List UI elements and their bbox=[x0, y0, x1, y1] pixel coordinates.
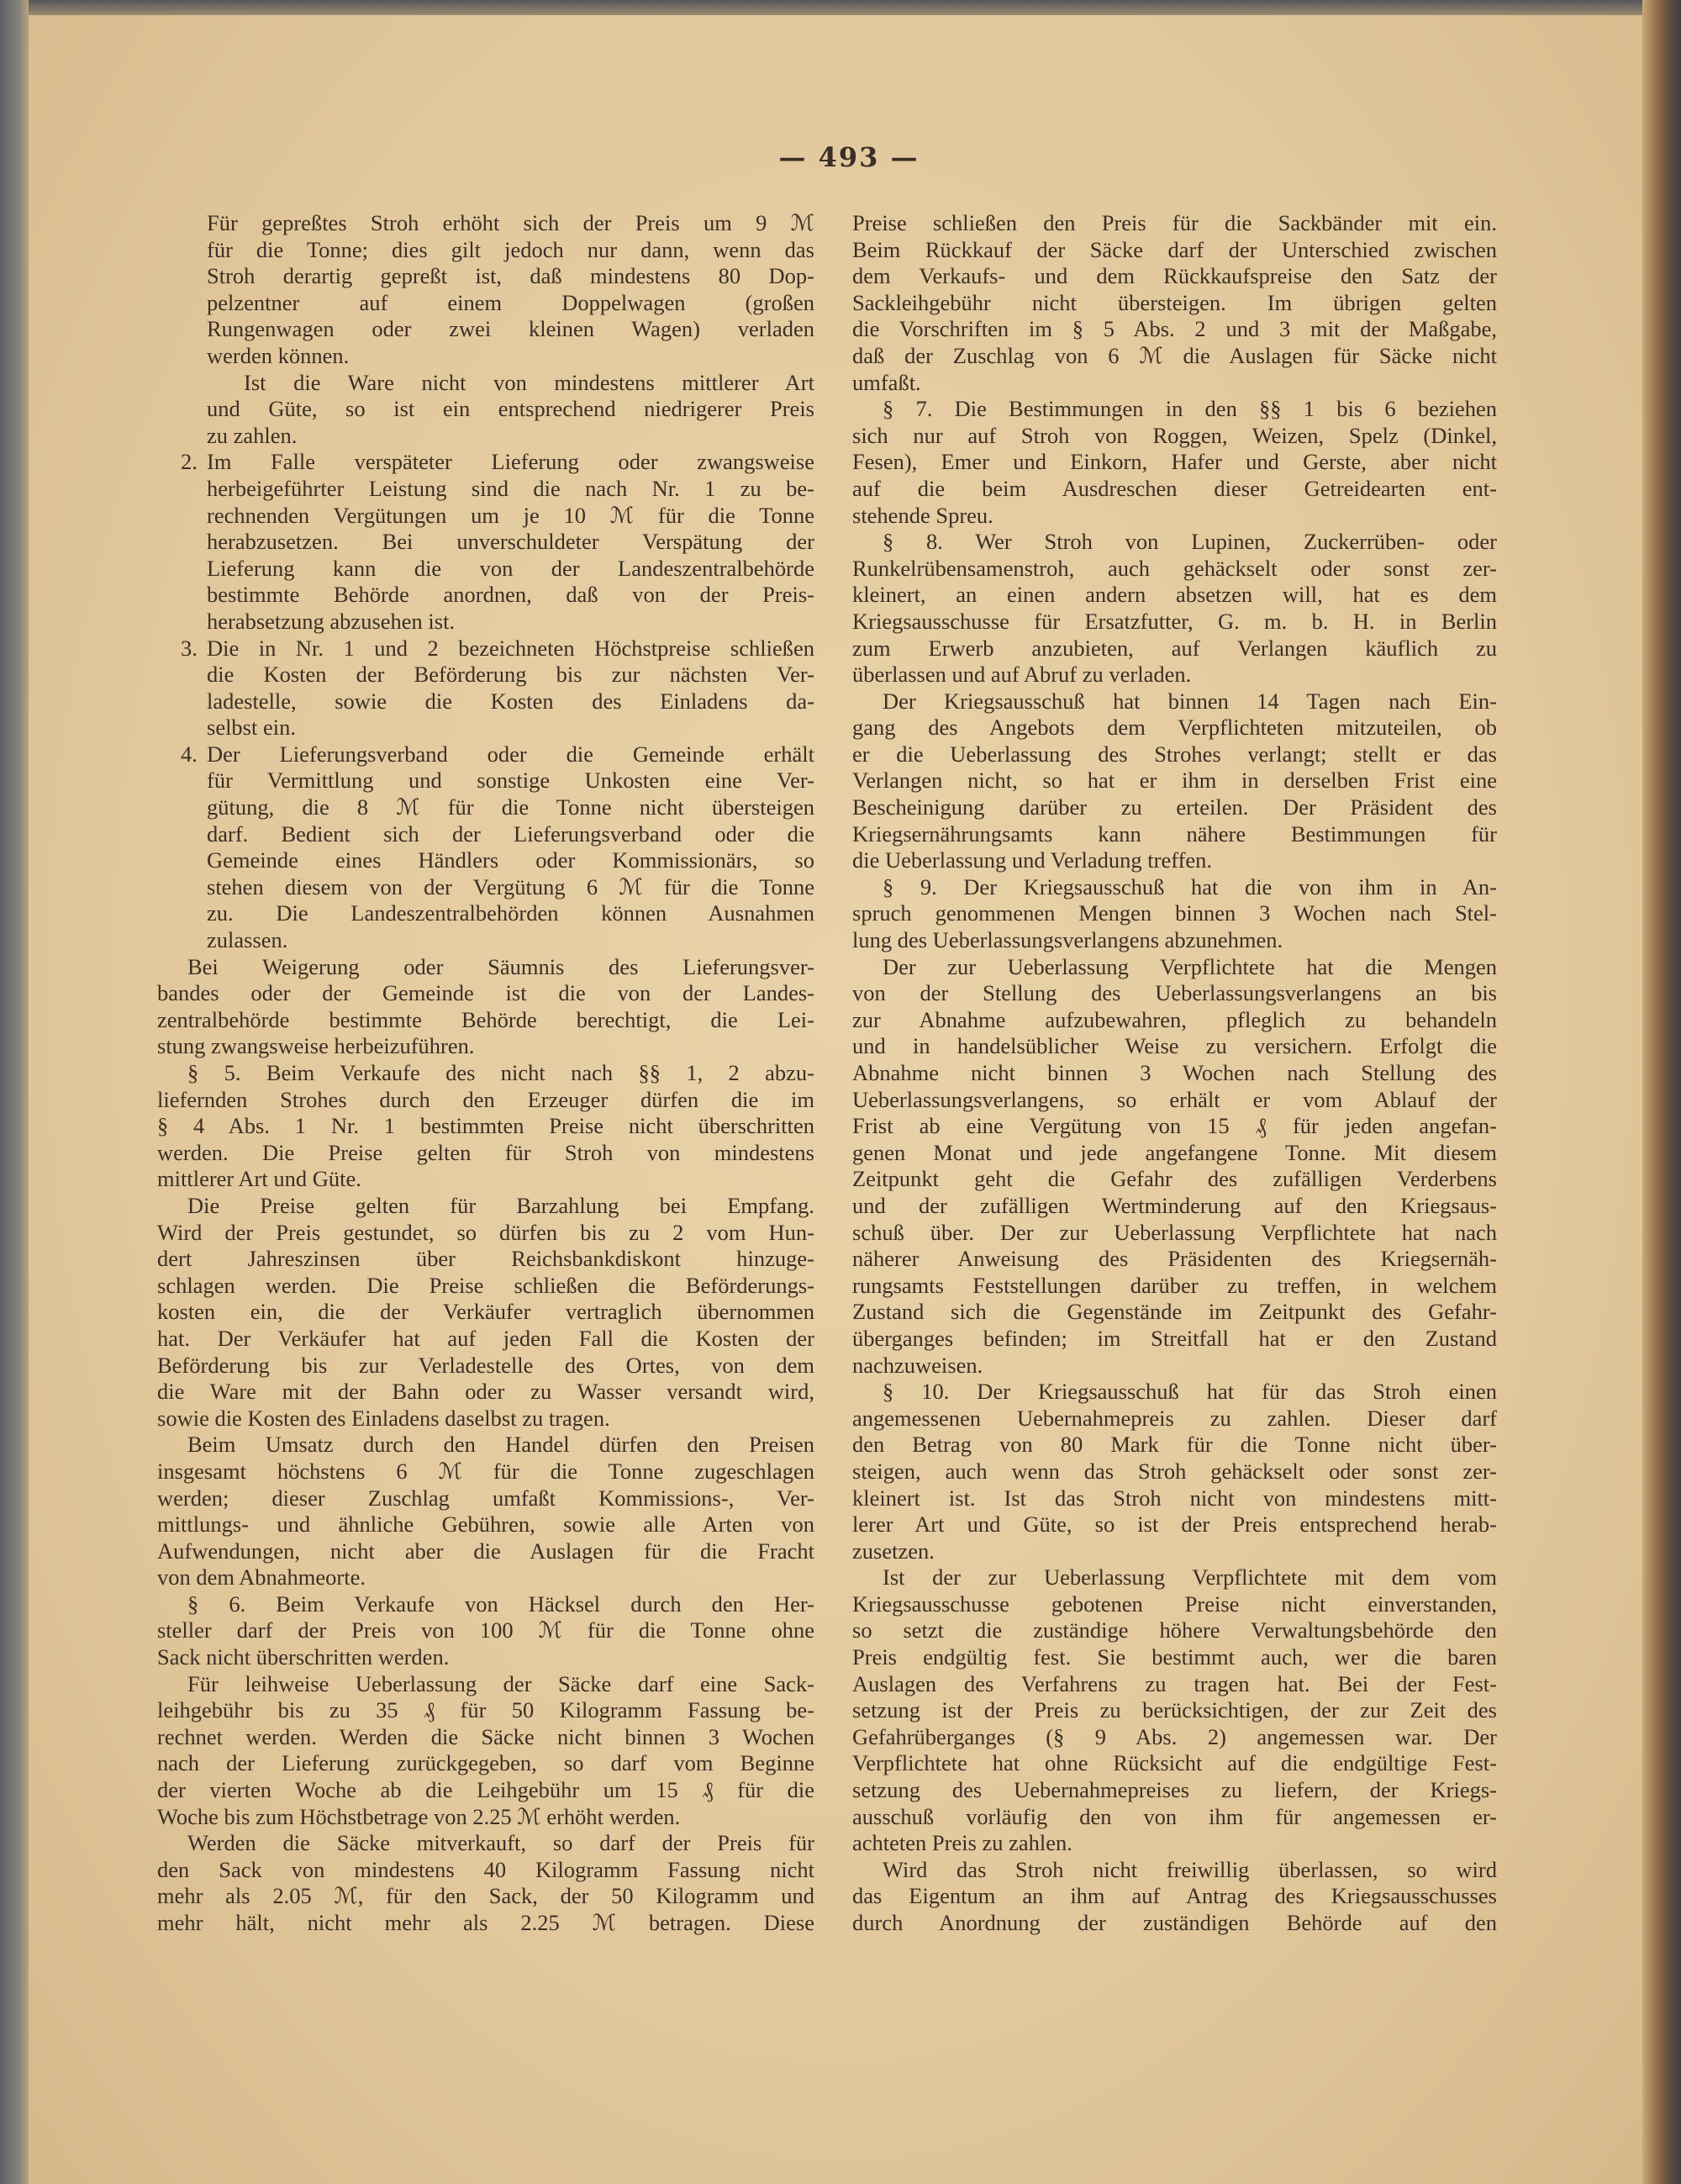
text-line: mittlerer Art und Güte. bbox=[157, 1166, 361, 1192]
text-line: genen Monat und jede angefangene Tonne. Mit diesem bbox=[852, 1139, 1497, 1165]
text-line: Woche bis zum Höchstbetrage von 2.25 ℳ erhöht werden. bbox=[157, 1803, 681, 1829]
item-number: 4. bbox=[181, 741, 198, 767]
text-line: steller darf der Preis von 100 ℳ für die Tonne ohne bbox=[157, 1617, 814, 1643]
text-line: so setzt die zuständige höhere Verwaltungsbehörde den bbox=[852, 1617, 1497, 1643]
text-line: sowie die Kosten des Einladens daselbst zu tragen. bbox=[157, 1405, 610, 1431]
text-line: leihgebühr bis zu 35 ₰ für 50 Kilogramm Fassung be- bbox=[157, 1697, 814, 1723]
paragraph bbox=[852, 1857, 1497, 1937]
text-line: nachzuweisen. bbox=[852, 1352, 983, 1378]
text-line: Wird der Preis gestundet, so dürfen bis zu 2 vom Hun- bbox=[157, 1219, 814, 1245]
text-line: mehr hält, nicht mehr als 2.25 ℳ betragen. Diese bbox=[157, 1910, 814, 1935]
text-line: Aufwendungen, nicht aber die Auslagen für die Fracht bbox=[157, 1538, 814, 1564]
text-line: pelzentner auf einem Doppelwagen (großen bbox=[207, 289, 814, 315]
text-line: lerer Art und Güte, so ist der Preis entsprechend herab- bbox=[852, 1511, 1497, 1538]
text-line: lung des Ueberlassungsverlangens abzunehmen. bbox=[852, 927, 1283, 953]
text-line: Im Falle verspäteter Lieferung oder zwangsweise bbox=[207, 449, 814, 475]
paragraph bbox=[157, 1193, 814, 1432]
paragraph bbox=[852, 1379, 1497, 1564]
numbered-item bbox=[157, 741, 814, 954]
text-line: Verlangen nicht, so hat er ihm in derselben Frist eine bbox=[852, 768, 1497, 794]
text-line: § 6. Beim Verkaufe von Häcksel durch den Her- bbox=[187, 1591, 814, 1617]
text-line: zulassen. bbox=[207, 927, 288, 953]
text-line: bestimmte Behörde anordnen, daß von der Preis- bbox=[207, 582, 814, 608]
text-line: steigen, auch wenn das Stroh gehäckselt oder sonst zer- bbox=[852, 1458, 1497, 1484]
text-line: Kriegsernährungsamts kann nähere Bestimmungen für bbox=[852, 820, 1497, 847]
text-line: § 4 Abs. 1 Nr. 1 bestimmten Preise nicht überschritten bbox=[157, 1113, 814, 1139]
text-line: dert Jahreszinsen über Reichsbankdiskont hinzuge- bbox=[157, 1246, 814, 1272]
text-line: rechnenden Vergütungen um je 10 ℳ für die Tonne bbox=[207, 502, 814, 528]
text-line: für die Tonne; dies gilt jedoch nur dann, wenn das bbox=[207, 236, 814, 262]
paragraph bbox=[157, 1432, 814, 1591]
text-line: nach der Lieferung zurückgegeben, so darf vom Beginne bbox=[157, 1750, 814, 1776]
text-line: Fesen), Emer und Einkorn, Hafer und Gerste, aber nicht bbox=[852, 449, 1497, 475]
text-line: die Ueberlassung und Verladung treffen. bbox=[852, 847, 1213, 873]
text-line: näherer Anweisung des Präsidenten des Kriegsernäh- bbox=[852, 1246, 1497, 1272]
text-line: rechnet werden. Werden die Säcke nicht binnen 3 Wochen bbox=[157, 1723, 814, 1749]
text-line: insgesamt höchstens 6 ℳ für die Tonne zugeschlagen bbox=[157, 1458, 814, 1484]
text-line: achteten Preis zu zahlen. bbox=[852, 1830, 1072, 1856]
text-line: Gefahrüberganges (§ 9 Abs. 2) angemessen war. Der bbox=[852, 1723, 1497, 1749]
text-line: Die Preise gelten für Barzahlung bei Empfang. bbox=[187, 1192, 814, 1218]
text-line: gang des Angebots dem Verpflichteten mitzuteilen, ob bbox=[852, 715, 1497, 741]
paragraph bbox=[852, 529, 1497, 688]
text-line: ausschuß vorläufig den von ihm für angemessen er- bbox=[852, 1803, 1497, 1829]
text-line: Der Lieferungsverband oder die Gemeinde erhält bbox=[207, 741, 814, 767]
text-line: umfaßt. bbox=[852, 369, 921, 395]
text-line: werden. Die Preise gelten für Stroh von mindestens bbox=[157, 1139, 814, 1165]
text-line: durch Anordnung der zuständigen Behörde auf den bbox=[852, 1910, 1497, 1935]
text-line: selbst ein. bbox=[207, 715, 296, 741]
text-line: Stroh derartig gepreßt ist, daß mindestens 80 Dop- bbox=[207, 263, 814, 289]
text-line: herabsetzung abzusehen ist. bbox=[207, 608, 456, 634]
text-column-left bbox=[157, 210, 814, 1937]
text-line: rungsamts Feststellungen darüber zu treffen, in welchem bbox=[852, 1272, 1497, 1298]
text-line: Abnahme nicht binnen 3 Wochen nach Stellung des bbox=[852, 1060, 1497, 1085]
text-line: Beförderung bis zur Verladestelle des Ortes, von dem bbox=[157, 1352, 814, 1378]
text-line: § 9. Der Kriegsausschuß hat die von ihm in An- bbox=[883, 873, 1497, 899]
text-line: er die Ueberlassung des Strohes verlangt; stellt er das bbox=[852, 741, 1497, 767]
text-line: Wird das Stroh nicht freiwillig überlassen, so wird bbox=[883, 1856, 1497, 1882]
text-line: die Vorschriften im § 5 Abs. 2 und 3 mit der Maßgabe, bbox=[852, 316, 1497, 342]
text-line: kleinert, an einen andern absetzen will, hat es dem bbox=[852, 582, 1497, 608]
text-line: schuß über. Der zur Ueberlassung Verpflichtete hat nach bbox=[852, 1219, 1497, 1245]
text-line: Der Kriegsausschuß hat binnen 14 Tagen nach Ein- bbox=[883, 688, 1497, 714]
text-line: zu. Die Landeszentralbehörden können Ausnahmen bbox=[207, 900, 814, 926]
text-line: sich nur auf Stroh von Roggen, Weizen, Spelz (Dinkel, bbox=[852, 422, 1497, 448]
text-line: stung zwangsweise herbeizuführen. bbox=[157, 1033, 475, 1059]
text-line: § 7. Die Bestimmungen in den §§ 1 bis 6 beziehen bbox=[883, 396, 1497, 422]
text-line: schlagen werden. Die Preise schließen die Beförderungs- bbox=[157, 1272, 814, 1298]
text-line: daß der Zuschlag von 6 ℳ die Auslagen für Säcke nicht bbox=[852, 342, 1497, 368]
paragraph bbox=[157, 954, 814, 1060]
numbered-item bbox=[157, 210, 814, 370]
text-line: stehen diesem von der Vergütung 6 ℳ für die Tonne bbox=[207, 873, 814, 899]
book-binding-edge bbox=[1642, 0, 1681, 2184]
text-line: Für gepreßtes Stroh erhöht sich der Preis um 9 ℳ bbox=[207, 210, 814, 235]
text-line: stehende Spreu. bbox=[852, 502, 993, 528]
text-line: Preise schließen den Preis für die Sackbänder mit ein. bbox=[852, 210, 1497, 235]
text-line: bandes oder der Gemeinde ist die von der Landes- bbox=[157, 980, 814, 1006]
page-number: — 493 — bbox=[778, 141, 920, 173]
text-line: von der Stellung des Ueberlassungsverlangens an bis bbox=[852, 980, 1497, 1006]
text-line: und Güte, so ist ein entsprechend niedrigerer Preis bbox=[207, 396, 814, 422]
paragraph bbox=[852, 954, 1497, 1380]
text-line: die Kosten der Beförderung bis zur nächsten Ver- bbox=[207, 662, 814, 688]
text-line: setzung ist der Preis zu berücksichtigen, der zur Zeit des bbox=[852, 1697, 1497, 1723]
paragraph bbox=[157, 1060, 814, 1193]
text-line: zu zahlen. bbox=[207, 422, 298, 448]
text-line: das Eigentum an ihm auf Antrag des Kriegsausschusses bbox=[852, 1883, 1497, 1909]
text-line: Bescheinigung darüber zu erteilen. Der Präsident des bbox=[852, 794, 1497, 820]
text-line: mittlungs- und ähnliche Gebühren, sowie alle Arten von bbox=[157, 1511, 814, 1538]
text-line: herabzusetzen. Bei unverschuldeter Verspätung der bbox=[207, 529, 814, 555]
text-line: Ist der zur Ueberlassung Verpflichtete mit dem vom bbox=[883, 1564, 1497, 1591]
text-column-right bbox=[852, 210, 1497, 1937]
paragraph bbox=[852, 1564, 1497, 1857]
text-line: Frist ab eine Vergütung von 15 ₰ für jeden angefan- bbox=[852, 1113, 1497, 1139]
scan-edge-left bbox=[0, 0, 29, 2184]
text-line: Lieferung kann die von der Landeszentralbehörde bbox=[207, 555, 814, 581]
text-line: Auslagen des Verfahrens zu tragen hat. Bei der Fest- bbox=[852, 1670, 1497, 1696]
text-line: Beim Umsatz durch den Handel dürfen den Preisen bbox=[187, 1432, 814, 1458]
paragraph bbox=[157, 370, 814, 450]
text-line: Sackleihgebühr nicht übersteigen. Im übrigen gelten bbox=[852, 289, 1497, 315]
paragraph bbox=[852, 210, 1497, 396]
text-line: gütung, die 8 ℳ für die Tonne nicht übersteigen bbox=[207, 794, 814, 820]
text-line: zusetzen. bbox=[852, 1538, 935, 1564]
paragraph bbox=[852, 396, 1497, 529]
text-line: überlassen und auf Abruf zu verladen. bbox=[852, 662, 1192, 688]
text-line: überganges befinden; im Streitfall hat er den Zustand bbox=[852, 1325, 1497, 1351]
item-number: 3. bbox=[181, 635, 198, 661]
text-line: Ist die Ware nicht von mindestens mittlerer Art bbox=[244, 369, 814, 395]
text-line: hat. Der Verkäufer hat auf jeden Fall die Kosten der bbox=[157, 1325, 814, 1351]
text-line: setzung des Uebernahmepreises zu liefern, der Kriegs- bbox=[852, 1777, 1497, 1803]
text-line: Für leihweise Ueberlassung der Säcke darf eine Sack- bbox=[187, 1670, 814, 1696]
numbered-item bbox=[157, 449, 814, 635]
text-line: liefernden Strohes durch den Erzeuger dürfen die im bbox=[157, 1086, 814, 1112]
text-line: Rungenwagen oder zwei kleinen Wagen) verladen bbox=[207, 316, 814, 342]
text-line: den Betrag von 80 Mark für die Tonne nicht über- bbox=[852, 1432, 1497, 1458]
paragraph bbox=[157, 1830, 814, 1936]
text-line: Sack nicht überschritten werden. bbox=[157, 1644, 450, 1670]
text-line: kleinert ist. Ist das Stroh nicht von mindestens mitt- bbox=[852, 1485, 1497, 1511]
paragraph bbox=[852, 688, 1497, 874]
text-line: Runkelrübensamenstroh, auch gehäckselt oder sonst zer- bbox=[852, 555, 1497, 581]
numbered-item bbox=[157, 636, 814, 741]
text-line: Preis endgültig fest. Sie bestimmt auch, wer die baren bbox=[852, 1644, 1497, 1670]
paragraph bbox=[852, 874, 1497, 954]
text-line: Der zur Ueberlassung Verpflichtete hat die Mengen bbox=[883, 953, 1497, 979]
text-line: zentralbehörde bestimmte Behörde berechtigt, die Lei- bbox=[157, 1006, 814, 1032]
text-line: kosten ein, die der Verkäufer vertraglich übernommen bbox=[157, 1299, 814, 1325]
text-line: § 10. Der Kriegsausschuß hat für das Stroh einen bbox=[883, 1379, 1497, 1405]
item-number: 2. bbox=[181, 449, 198, 475]
text-line: Gemeinde eines Händlers oder Kommissionärs, so bbox=[207, 847, 814, 873]
text-line: Bei Weigerung oder Säumnis des Lieferungsver- bbox=[187, 953, 814, 979]
text-line: spruch genommenen Mengen binnen 3 Wochen nach Stel- bbox=[852, 900, 1497, 926]
text-line: für Vermittlung und sonstige Unkosten eine Ver- bbox=[207, 768, 814, 794]
text-line: auf die beim Ausdreschen dieser Getreidearten ent- bbox=[852, 475, 1497, 501]
text-line: Zustand sich die Gegenstände im Zeitpunkt des Gefahr- bbox=[852, 1299, 1497, 1325]
text-line: ladestelle, sowie die Kosten des Einladens da- bbox=[207, 688, 814, 714]
paragraph bbox=[157, 1671, 814, 1831]
text-line: der vierten Woche ab die Leihgebühr um 15 ₰ für die bbox=[157, 1777, 814, 1803]
text-line: werden können. bbox=[207, 342, 350, 368]
text-line: Verpflichtete hat ohne Rücksicht auf die endgültige Fest- bbox=[852, 1750, 1497, 1776]
text-line: darf. Bedient sich der Lieferungsverband oder die bbox=[207, 820, 814, 847]
text-line: Kriegsausschusse für Ersatzfutter, G. m. b. H. in Berlin bbox=[852, 608, 1497, 634]
text-line: Zeitpunkt geht die Gefahr des zufälligen Verderbens bbox=[852, 1166, 1497, 1192]
text-line: von dem Abnahmeorte. bbox=[157, 1564, 366, 1591]
text-line: die Ware mit der Bahn oder zu Wasser versandt wird, bbox=[157, 1379, 814, 1405]
text-line: herbeigeführter Leistung sind die nach Nr. 1 zu be- bbox=[207, 475, 814, 501]
text-line: angemessenen Uebernahmepreis zu zahlen. Dieser darf bbox=[852, 1405, 1497, 1431]
text-line: Kriegsausschusse gebotenen Preise nicht einverstanden, bbox=[852, 1591, 1497, 1617]
paragraph bbox=[157, 1591, 814, 1671]
text-line: und in handelsüblicher Weise zu versichern. Erfolgt die bbox=[852, 1033, 1497, 1059]
text-line: Beim Rückkauf der Säcke darf der Unterschied zwischen bbox=[852, 236, 1497, 262]
text-line: zum Erwerb anzubieten, auf Verlangen käuflich zu bbox=[852, 635, 1497, 661]
scan-edge-top bbox=[0, 0, 1681, 15]
text-line: Werden die Säcke mitverkauft, so darf der Preis für bbox=[187, 1830, 814, 1856]
text-line: werden; dieser Zuschlag umfaßt Kommissions-, Ver- bbox=[157, 1485, 814, 1511]
text-line: und der zufälligen Wertminderung auf den Kriegsaus- bbox=[852, 1192, 1497, 1218]
text-line: Die in Nr. 1 und 2 bezeichneten Höchstpreise schließen bbox=[207, 635, 814, 661]
text-line: § 8. Wer Stroh von Lupinen, Zuckerrüben- oder bbox=[883, 529, 1497, 555]
text-line: Ueberlassungsverlangens, so erhält er vom Ablauf der bbox=[852, 1086, 1497, 1112]
text-line: mehr als 2.05 ℳ, für den Sack, der 50 Kilogramm und bbox=[157, 1883, 814, 1909]
text-line: dem Verkaufs- und dem Rückkaufspreise den Satz der bbox=[852, 263, 1497, 289]
text-line: § 5. Beim Verkaufe des nicht nach §§ 1, 2 abzu- bbox=[187, 1060, 814, 1085]
text-line: zur Abnahme aufzubewahren, pfleglich zu behandeln bbox=[852, 1006, 1497, 1032]
text-line: den Sack von mindestens 40 Kilogramm Fassung nicht bbox=[157, 1856, 814, 1882]
